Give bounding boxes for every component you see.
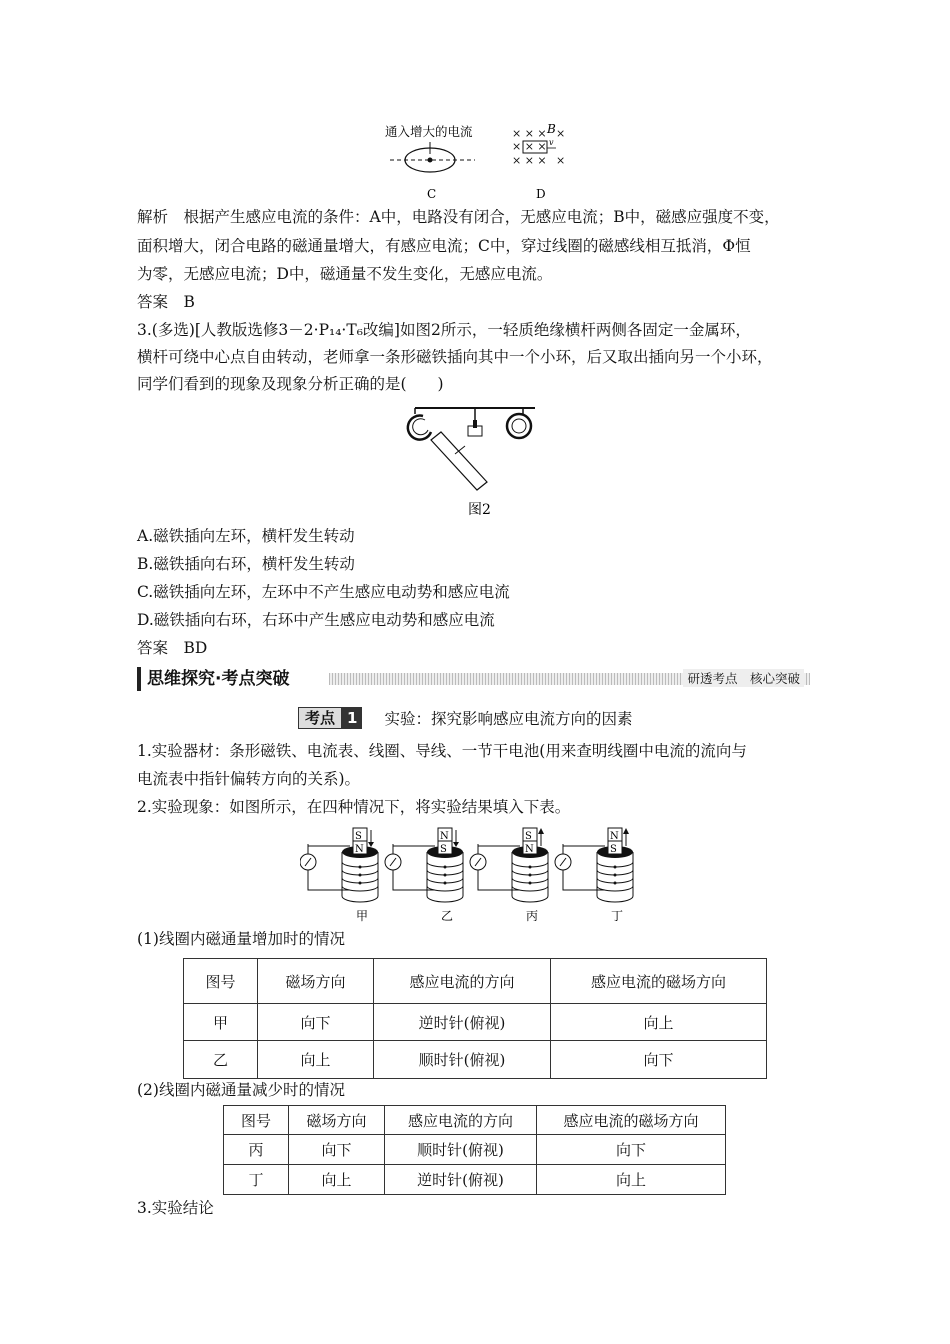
q3-line-1: 3.(多选)[人教版选修3－2·P₁₄·T₆改编]如图2所示，一轻质绝缘横杆两侧各固定一金属环， <box>137 321 751 339</box>
coil-ding <box>555 828 633 923</box>
table1-title: (1)线圈内磁通量增加时的情况 <box>137 930 345 948</box>
exp-line-1a: 1.实验器材：条形磁铁、电流表、线圈、导线、一节干电池(用来查明线圈中电流的流向与 <box>137 742 747 760</box>
svg-text:×: × <box>556 127 566 140</box>
exp-line-3: 3.实验结论 <box>137 1199 214 1217</box>
table-cell: 丁 <box>224 1165 289 1195</box>
table-cell: 顺时针(俯视) <box>385 1135 537 1165</box>
magnet-bottom-pole: N <box>525 844 534 855</box>
option-b: B.磁铁插向右环，横杆发生转动 <box>137 555 355 573</box>
table-cell: 乙 <box>184 1041 258 1079</box>
table-cell: 甲 <box>184 1004 258 1041</box>
coil-caption: 甲 <box>356 909 369 923</box>
b-symbol: B <box>547 122 556 136</box>
table-cell: 丙 <box>224 1135 289 1165</box>
table-cell: 向上 <box>258 1041 374 1079</box>
kaodian-num: 1 <box>342 707 362 729</box>
magnet-bottom-pole: N <box>355 844 364 855</box>
q3-line-3: 同学们看到的现象及现象分析正确的是( ) <box>137 375 444 393</box>
banner-subtitle: 研透考点 核心突破 <box>683 669 804 687</box>
kaodian-heading <box>298 707 632 729</box>
svg-text:× × ×: × × × <box>512 127 547 140</box>
table-cell: 向下 <box>551 1041 767 1079</box>
table2-header-cell: 磁场方向 <box>289 1106 385 1135</box>
table2 <box>223 1105 726 1195</box>
magnet-top-pole: N <box>440 831 449 842</box>
magnet-bottom-pole: S <box>440 844 447 855</box>
table-row <box>224 1135 726 1165</box>
table1 <box>183 958 767 1079</box>
analysis-line-1: 解析 根据产生感应电流的条件：A中，电路没有闭合，无感应电流；B中，磁感应强度不变， <box>137 208 780 226</box>
figure-2 <box>395 402 555 520</box>
coil-figures <box>300 824 660 924</box>
magnet-top-pole: N <box>610 831 619 842</box>
figure-d-caption: D <box>536 187 546 201</box>
table1-header-cell: 图号 <box>184 959 258 1004</box>
table-cell: 逆时针(俯视) <box>385 1165 537 1195</box>
section-banner <box>137 667 810 691</box>
table2-header-cell: 感应电流的磁场方向 <box>537 1106 726 1135</box>
option-d: D.磁铁插向右环，右环中产生感应电动势和感应电流 <box>137 611 495 629</box>
q3-line-2: 横杆可绕中心点自由转动，老师拿一条形磁铁插向其中一个小环，后又取出插向另一个小环， <box>137 348 773 366</box>
figure-d-field <box>512 127 565 167</box>
table-cell: 向上 <box>551 1004 767 1041</box>
table1-header-row <box>184 959 767 1004</box>
table-cell: 向下 <box>258 1004 374 1041</box>
table-row <box>184 1004 767 1041</box>
svg-text:×: × <box>556 154 566 167</box>
magnet-top-pole: S <box>525 831 532 842</box>
answer-3: 答案 BD <box>137 639 208 657</box>
table1-header-cell: 磁场方向 <box>258 959 374 1004</box>
analysis-line-3: 为零，无感应电流；D中，磁通量不发生变化，无感应电流。 <box>137 265 553 283</box>
option-a: A.磁铁插向左环，横杆发生转动 <box>137 527 355 545</box>
table-cell: 向下 <box>289 1135 385 1165</box>
coil-caption: 乙 <box>441 909 454 923</box>
svg-text:× × ×: × × × <box>512 154 547 167</box>
coil-caption: 丁 <box>611 909 624 923</box>
kaodian-title: 实验：探究影响感应电流方向的因素 <box>384 710 633 728</box>
magnet-top-pole: S <box>355 831 362 842</box>
analysis-line-2: 面积增大，闭合电路的磁通量增大，有感应电流；C中，穿过线圈的磁感线相互抵消，Φ恒 <box>137 237 751 255</box>
figure-c-label: 通入增大的电流 <box>385 124 473 139</box>
table-cell: 顺时针(俯视) <box>374 1041 551 1079</box>
table-row <box>184 1041 767 1079</box>
table-cell: 向上 <box>289 1165 385 1195</box>
table2-header-row <box>224 1106 726 1135</box>
figure-c-caption: C <box>427 187 437 201</box>
coil-yi <box>385 828 463 923</box>
table1-header-cell: 感应电流的方向 <box>374 959 551 1004</box>
table-cell: 逆时针(俯视) <box>374 1004 551 1041</box>
figure-c-d <box>380 120 580 202</box>
option-c: C.磁铁插向左环，左环中不产生感应电动势和感应电流 <box>137 583 510 601</box>
svg-text:× × ×: × × × <box>512 140 547 153</box>
coil-bing <box>470 828 548 923</box>
kaodian-box: 考点 <box>298 707 342 729</box>
table1-header-cell: 感应电流的磁场方向 <box>551 959 767 1004</box>
exp-line-2: 2.实验现象：如图所示，在四种情况下，将实验结果填入下表。 <box>137 798 571 816</box>
v-symbol: v <box>549 138 554 147</box>
table2-header-cell: 感应电流的方向 <box>385 1106 537 1135</box>
magnet-bottom-pole: S <box>610 844 617 855</box>
banner-title: 思维探究·考点突破 <box>137 667 295 691</box>
table2-header-cell: 图号 <box>224 1106 289 1135</box>
coil-caption: 丙 <box>526 909 539 923</box>
exp-line-1b: 电流表中指针偏转方向的关系)。 <box>137 770 361 788</box>
table-row <box>224 1165 726 1195</box>
answer-2: 答案 B <box>137 293 195 311</box>
coil-jia <box>300 828 378 923</box>
table2-title: (2)线圈内磁通量减少时的情况 <box>137 1081 345 1099</box>
table-cell: 向下 <box>537 1135 726 1165</box>
table-cell: 向上 <box>537 1165 726 1195</box>
figure-2-caption: 图2 <box>468 502 491 518</box>
